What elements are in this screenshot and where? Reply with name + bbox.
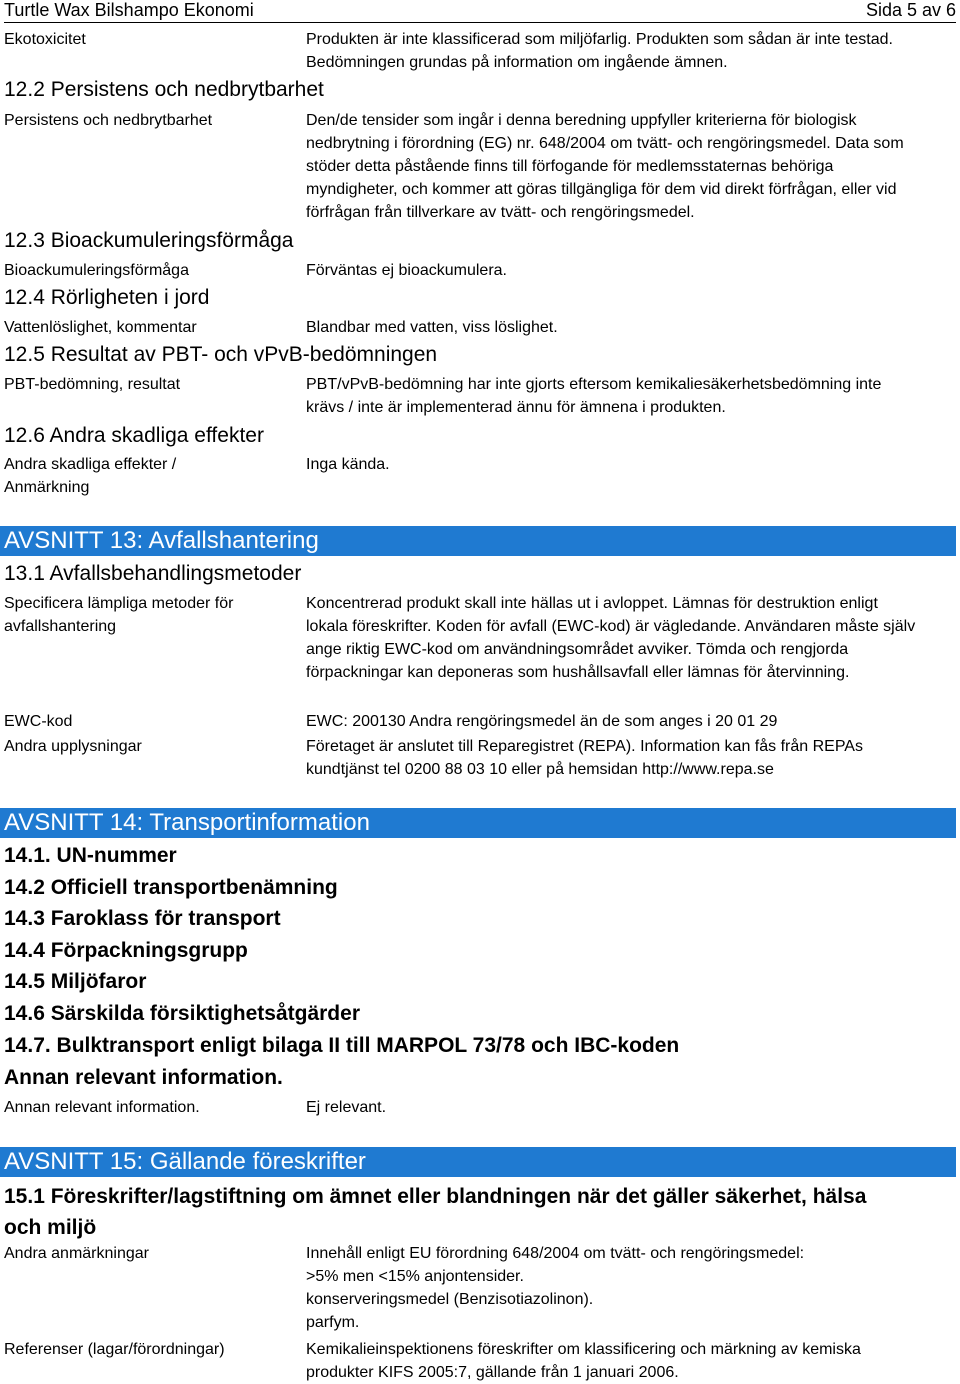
- notes-line: konserveringsmedel (Benzisotiazolinon).: [306, 1291, 594, 1308]
- heading-14-2: 14.2 Officiell transportbenämning: [4, 876, 338, 899]
- pbt-label: PBT-bedömning, resultat: [4, 376, 181, 393]
- heading-other-relevant: Annan relevant information.: [4, 1066, 283, 1089]
- ewc-value: EWC: 200130 Andra rengöringsmedel än de som anges i 20 01 29: [306, 713, 778, 730]
- heading-14-6: 14.6 Särskilda försiktighetsåtgärder: [4, 1002, 360, 1025]
- ewc-label: EWC-kod: [4, 713, 73, 730]
- heading-14-4: 14.4 Förpackningsgrupp: [4, 939, 248, 962]
- heading-12-5: 12.5 Resultat av PBT- och vPvB-bedömningen: [4, 343, 438, 366]
- heading-12-4: 12.4 Rörligheten i jord: [4, 286, 210, 309]
- heading-14-1: 14.1. UN-nummer: [4, 844, 177, 867]
- other-effects-value: Inga kända.: [306, 456, 390, 473]
- pbt-value: PBT/vPvB-bedömning har inte gjorts eftersom kemikaliesäkerhetsbedömning inte krävs / inte är implementerad ännu för ämnena i produkten.: [306, 376, 882, 416]
- heading-13-1: 13.1 Avfallsbehandlingsmetoder: [4, 562, 302, 585]
- other-info-value: Företaget är anslutet till Reparegistret (REPA). Information kan fås från REPAs kundtjänst tel 0200 88 03 10 eller på hemsidan http://www.repa.se: [306, 738, 863, 778]
- document-title: Turtle Wax Bilshampo Ekonomi: [4, 0, 254, 20]
- other-notes-value: [306, 1242, 926, 1334]
- heading-12-3: 12.3 Bioackumuleringsförmåga: [4, 229, 294, 252]
- notes-line: >5% men <15% anjontensider.: [306, 1268, 524, 1285]
- heading-12-2: 12.2 Persistens och nedbrytbarhet: [4, 78, 324, 101]
- other-effects-label: Andra skadliga effekter / Anmärkning: [4, 456, 177, 496]
- water-solubility-label: Vattenlöslighet, kommentar: [4, 319, 197, 336]
- bioaccumulation-label: Bioackumuleringsförmåga: [4, 262, 189, 279]
- other-notes-label: Andra anmärkningar: [4, 1245, 149, 1262]
- references-value: Kemikalieinspektionens föreskrifter om klassificering och märkning av kemiska produkter KIFS 2005:7, gällande från 1 januari 2006.: [306, 1341, 861, 1381]
- section-13-band: AVSNITT 13: Avfallshantering: [0, 526, 956, 556]
- header-divider: [4, 22, 956, 23]
- ecotoxicity-label: Ekotoxicitet: [4, 31, 86, 48]
- heading-14-3: 14.3 Faroklass för transport: [4, 907, 281, 930]
- water-solubility-value: Blandbar med vatten, viss löslighet.: [306, 319, 558, 336]
- other-relevant-value: Ej relevant.: [306, 1099, 387, 1116]
- section-14-band: AVSNITT 14: Transportinformation: [0, 808, 956, 838]
- other-info-label: Andra upplysningar: [4, 738, 142, 755]
- section-15-band: AVSNITT 15: Gällande föreskrifter: [0, 1147, 956, 1177]
- disposal-method-label: Specificera lämpliga metoder för avfallshantering: [4, 595, 234, 635]
- heading-15-1: 15.1 Föreskrifter/lagstiftning om ämnet eller blandningen när det gäller säkerhet, hälsa och miljö: [4, 1185, 867, 1239]
- notes-line: parfym.: [306, 1314, 360, 1331]
- ecotoxicity-value: Produkten är inte klassificerad som miljöfarlig. Produkten som sådan är inte testad. Bedömningen grundas på information om ingående ämnen.: [306, 31, 893, 71]
- persistence-value: Den/de tensider som ingår i denna beredning uppfyller kriterierna för biologisk nedbrytning i förordning (EG) nr. 648/2004 om tvätt- och rengöringsmedel. Data som stöder detta påstående finns till förfogande för medlemsstaternas behöriga myndigheter, och kommer att göras tillgängliga för dem vid direkt förfrågan, eller vid förfrågan från tillverkare av tvätt- och rengöringsmedel.: [306, 112, 904, 221]
- disposal-method-value: Koncentrerad produkt skall inte hällas ut i avloppet. Lämnas för destruktion enligt lokala föreskrifter. Koden för avfall (EWC-kod) är vägledande. Användaren måste själv ange riktig EWC-kod om användningsområdet avviker. Tömda och rengjorda förpackningar kan deponeras som hushållsavfall eller lämnas för återvinning.: [306, 595, 916, 681]
- heading-14-5: 14.5 Miljöfaror: [4, 970, 147, 993]
- page-header: [4, 0, 956, 22]
- references-label: Referenser (lagar/förordningar): [4, 1341, 225, 1358]
- persistence-label: Persistens och nedbrytbarhet: [4, 112, 213, 129]
- bioaccumulation-value: Förväntas ej bioackumulera.: [306, 262, 507, 279]
- other-relevant-label: Annan relevant information.: [4, 1099, 200, 1116]
- heading-12-6: 12.6 Andra skadliga effekter: [4, 424, 264, 447]
- notes-line: Innehåll enligt EU förordning 648/2004 om tvätt- och rengöringsmedel:: [306, 1245, 805, 1262]
- heading-14-7: 14.7. Bulktransport enligt bilaga II till MARPOL 73/78 och IBC-koden: [4, 1034, 680, 1057]
- page-number: Sida 5 av 6: [865, 0, 956, 20]
